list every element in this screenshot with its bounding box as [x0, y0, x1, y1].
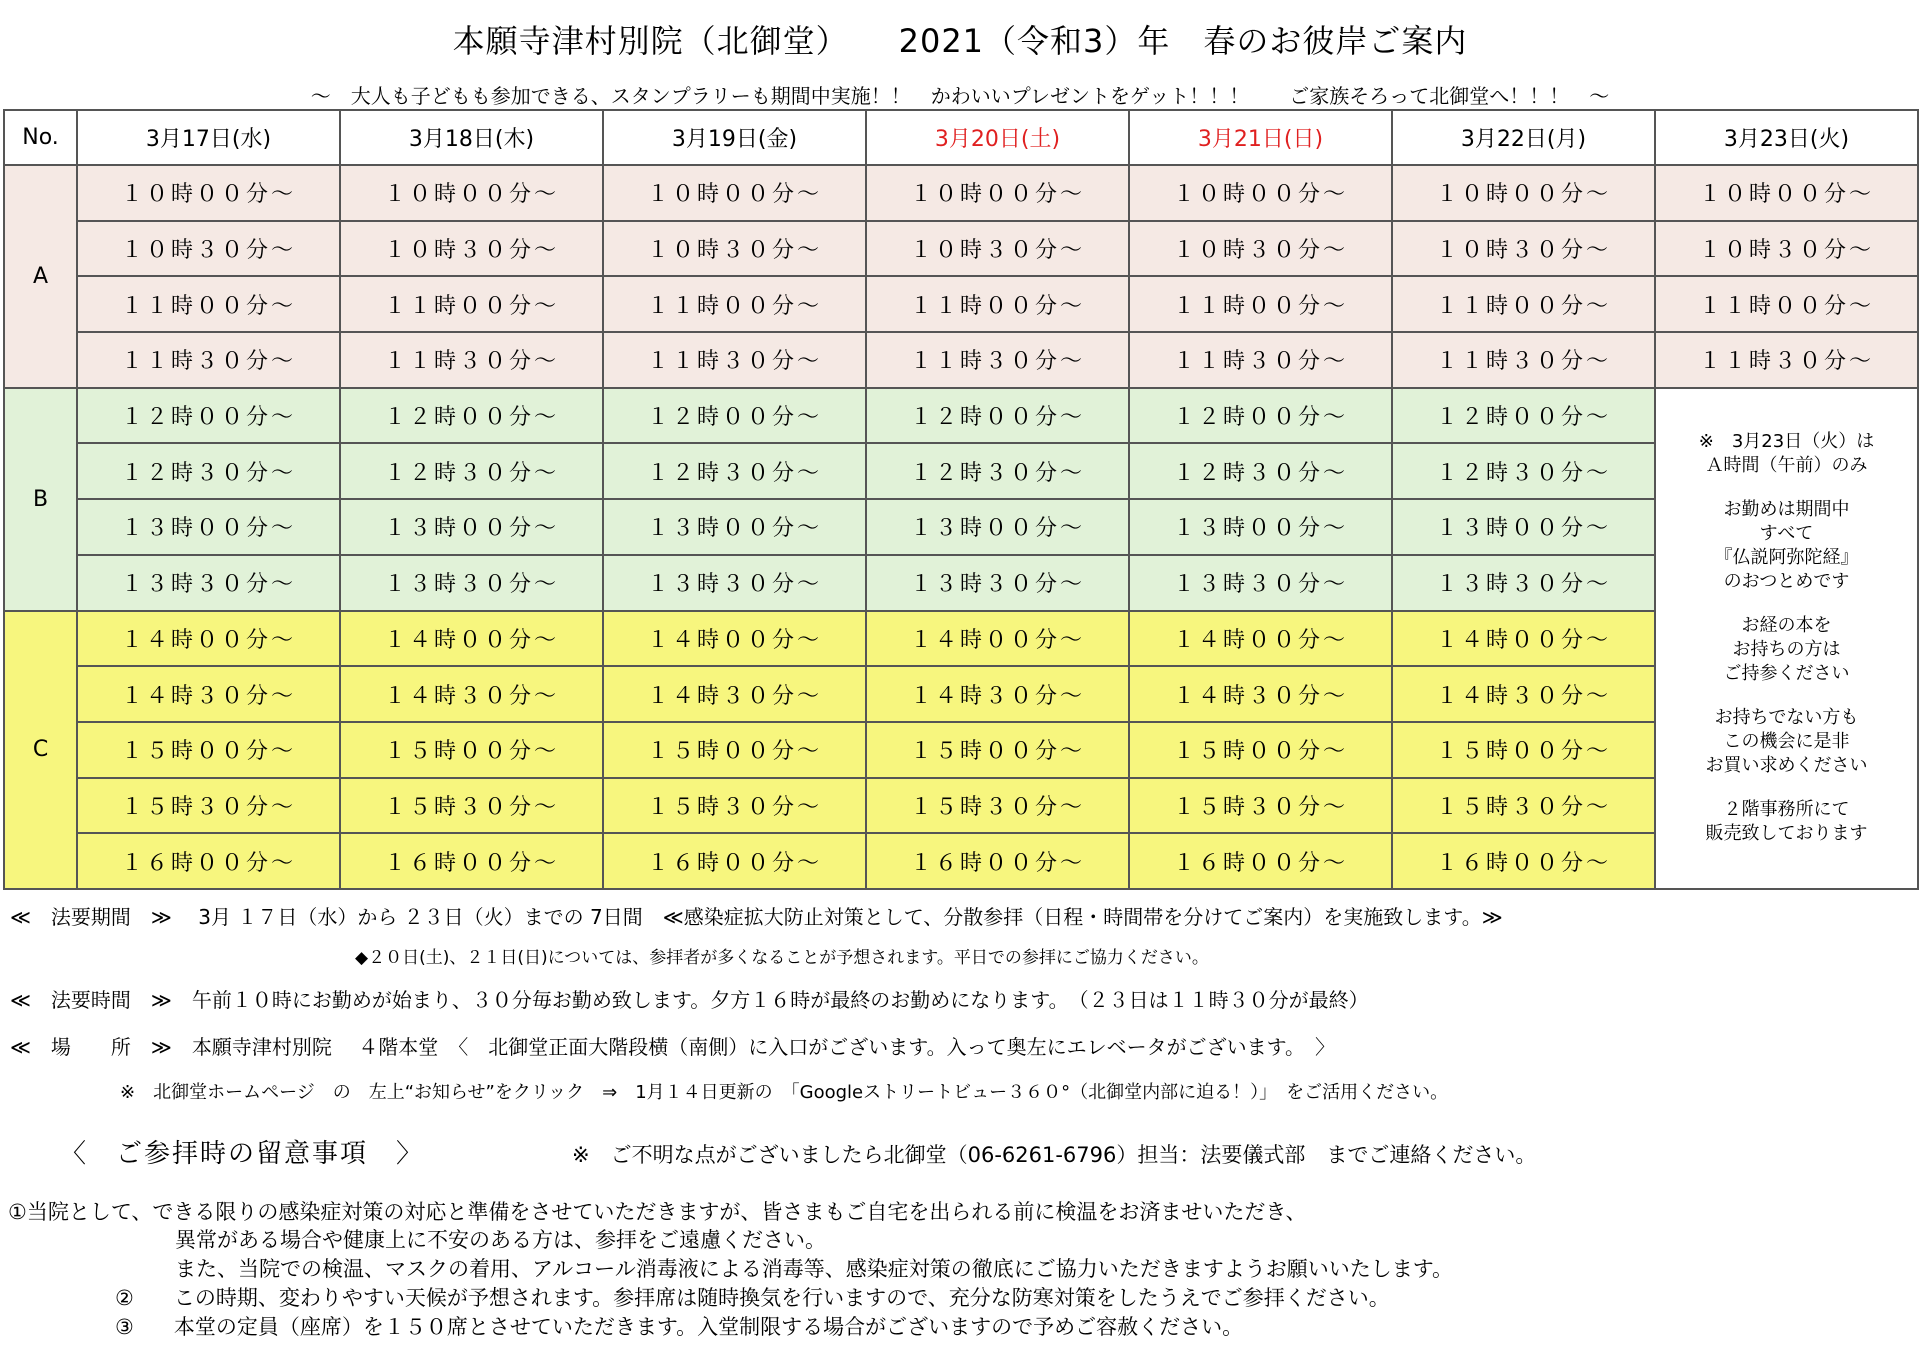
day-header: 3月19日(金) [603, 110, 866, 165]
table-row [4, 666, 1918, 722]
day-header: 3月22日(月) [1392, 110, 1655, 165]
notice-point-1-line-3: また、当院での検温、マスクの着用、アルコール消毒液による消毒等、感染症対策の徹底にご協力いただきますようお願いいたします。 [175, 1257, 1454, 1281]
note-paragraph: ※ 3月23日（火）は Ａ時間（午前）のみ [1698, 431, 1875, 477]
time-slot: １１時３０分～ [1129, 332, 1392, 388]
weekend-note: ◆２０日(土)、２１日(日)については、参拝者が多くなることが予想されます。平日での参拝にご協力ください。 [355, 948, 1209, 968]
time-slot: １５時００分～ [1392, 722, 1655, 778]
time-slot: １３時００分～ [77, 499, 340, 555]
time-slot: １２時３０分～ [340, 443, 603, 499]
time-slot: １２時３０分～ [603, 443, 866, 499]
time-slot: １０時００分～ [77, 165, 340, 221]
time-slot: １４時００分～ [1129, 611, 1392, 667]
note-paragraph: お勤めは期間中 すべて 『仏説阿弥陀経』 のおつとめです [1714, 499, 1859, 593]
table-row [4, 165, 1918, 221]
time-slot: １４時３０分～ [77, 666, 340, 722]
time-slot: １４時００分～ [340, 611, 603, 667]
time-slot: １２時００分～ [866, 388, 1129, 444]
time-slot: １４時３０分～ [340, 666, 603, 722]
time-slot: １５時３０分～ [77, 778, 340, 834]
time-slot: １０時３０分～ [1392, 221, 1655, 277]
table-row [4, 555, 1918, 611]
time-slot: １５時００分～ [1129, 722, 1392, 778]
time-slot: １３時３０分～ [866, 555, 1129, 611]
time-slot: １５時００分～ [77, 722, 340, 778]
time-slot: １５時３０分～ [1129, 778, 1392, 834]
time-slot: １４時００分～ [77, 611, 340, 667]
schedule-table [3, 109, 1919, 890]
day-header: 3月17日(水) [77, 110, 340, 165]
time-slot: １０時００分～ [1392, 165, 1655, 221]
time-slot: １１時３０分～ [1392, 332, 1655, 388]
notice-point-3 [115, 1311, 1243, 1341]
time-slot: １１時００分～ [1129, 276, 1392, 332]
time-slot: １２時００分～ [603, 388, 866, 444]
point-text: この時期、変わりやすい天候が予想されます。参拝席は随時換気を行いますので、充分な防寒対策をしたうえでご参拝ください。 [173, 1286, 1390, 1310]
time-slot: １３時３０分～ [603, 555, 866, 611]
time-slot: １０時００分～ [1129, 165, 1392, 221]
time-slot: １３時３０分～ [77, 555, 340, 611]
time-slot: １２時３０分～ [1129, 443, 1392, 499]
time-slot: １６時００分～ [340, 833, 603, 889]
time-slot: １２時００分～ [77, 388, 340, 444]
time-slot: １４時３０分～ [603, 666, 866, 722]
time-slot: １６時００分～ [603, 833, 866, 889]
time-slot: １５時３０分～ [866, 778, 1129, 834]
table-row [4, 778, 1918, 834]
time-slot: １６時００分～ [1392, 833, 1655, 889]
time-slot: １４時３０分～ [1129, 666, 1392, 722]
contact-info: ※ ご不明な点がございましたら北御堂（06-6261-6796）担当：法要儀式部 までご連絡ください。 [572, 1143, 1537, 1167]
time-slot: １１時３０分～ [866, 332, 1129, 388]
notice-point-1: ①当院として、できる限りの感染症対策の対応と準備をさせていただきますが、皆さまもご自宅を出られる前に検温をお済ませいただき、 [8, 1200, 1307, 1224]
time-slot: １５時００分～ [340, 722, 603, 778]
time-slot: １１時３０分～ [1655, 332, 1918, 388]
table-row [4, 499, 1918, 555]
time-info: ≪ 法要時間 ≫ 午前１０時にお勤めが始まり、３０分毎お勤め致します。夕方１６時が最終のお勤めになります。 （２３日は１１時３０分が最終） [10, 988, 1369, 1012]
time-slot: １５時３０分～ [603, 778, 866, 834]
time-slot: １１時００分～ [1655, 276, 1918, 332]
time-slot: １２時００分～ [1392, 388, 1655, 444]
day-header: 3月21日(日) [1129, 110, 1392, 165]
time-slot: １０時３０分～ [1655, 221, 1918, 277]
time-slot: １２時００分～ [1129, 388, 1392, 444]
time-slot: １０時００分～ [866, 165, 1129, 221]
point-number: ③ [115, 1315, 134, 1339]
time-slot: １６時００分～ [866, 833, 1129, 889]
time-slot: １４時３０分～ [1392, 666, 1655, 722]
homepage-info: ※ 北御堂ホームページ の 左上“お知らせ”をクリック ⇒ 1月１４日更新の 「Googleストリートビュー３６０°（北御堂内部に迫る！）」 をご活用ください。 [120, 1082, 1449, 1103]
notice-point-2 [115, 1282, 1390, 1312]
table-row [4, 332, 1918, 388]
group-label: C [4, 611, 77, 889]
time-slot: １１時００分～ [340, 276, 603, 332]
time-slot: １１時００分～ [77, 276, 340, 332]
time-slot: １１時００分～ [603, 276, 866, 332]
table-row [4, 611, 1918, 667]
note-paragraph: お持ちでない方も この機会に是非 お買い求めください [1705, 707, 1868, 777]
place-info: ≪ 場 所 ≫ 本願寺津村別院 ４階本堂 〈 北御堂正面大階段横（南側）に入口がございます。入って奥左にエレベータがございます。 〉 [10, 1035, 1336, 1059]
note-paragraph: お経の本を お持ちの方は ご持参ください [1723, 615, 1850, 685]
no-header: No. [4, 110, 77, 165]
table-row [4, 276, 1918, 332]
time-slot: １４時３０分～ [866, 666, 1129, 722]
time-slot: １０時００分～ [1655, 165, 1918, 221]
time-slot: １０時３０分～ [1129, 221, 1392, 277]
notice-point-1-line-2: 異常がある場合や健康上に不安のある方は、参拝をご遠慮ください。 [175, 1228, 826, 1252]
table-row [4, 388, 1918, 444]
time-slot: １０時３０分～ [77, 221, 340, 277]
time-slot: １３時００分～ [866, 499, 1129, 555]
table-row [4, 833, 1918, 889]
time-slot: １３時００分～ [1392, 499, 1655, 555]
time-slot: １５時３０分～ [1392, 778, 1655, 834]
time-slot: １３時３０分～ [1129, 555, 1392, 611]
day-header: 3月18日(木) [340, 110, 603, 165]
table-row [4, 443, 1918, 499]
time-slot: １１時００分～ [866, 276, 1129, 332]
time-slot: １６時００分～ [77, 833, 340, 889]
time-slot: １３時００分～ [340, 499, 603, 555]
time-slot: １２時３０分～ [1392, 443, 1655, 499]
day-header: 3月20日(土) [866, 110, 1129, 165]
note-cell [1655, 388, 1918, 889]
time-slot: １２時３０分～ [77, 443, 340, 499]
note-paragraph: ２階事務所にて 販売致しております [1705, 799, 1868, 845]
time-slot: １３時３０分～ [340, 555, 603, 611]
time-slot: １４時００分～ [1392, 611, 1655, 667]
time-slot: １２時３０分～ [866, 443, 1129, 499]
time-slot: １４時００分～ [866, 611, 1129, 667]
day-header: 3月23日(火) [1655, 110, 1918, 165]
time-slot: １５時００分～ [866, 722, 1129, 778]
time-slot: １０時００分～ [603, 165, 866, 221]
time-slot: １３時００分～ [603, 499, 866, 555]
group-label: A [4, 165, 77, 388]
time-slot: １１時００分～ [1392, 276, 1655, 332]
page-title: 本願寺津村別院（北御堂） 2021（令和3）年 春のお彼岸ご案内 [452, 22, 1468, 60]
time-slot: １０時３０分～ [603, 221, 866, 277]
time-slot: １５時３０分～ [340, 778, 603, 834]
time-slot: １１時３０分～ [603, 332, 866, 388]
table-row [4, 722, 1918, 778]
time-slot: １４時００分～ [603, 611, 866, 667]
notice-heading: 〈 ご参拝時の留意事項 〉 [60, 1139, 425, 1169]
time-slot: １０時３０分～ [340, 221, 603, 277]
time-slot: １２時００分～ [340, 388, 603, 444]
point-number: ② [115, 1286, 134, 1310]
subtitle: ～ 大人も子どもも参加できる、スタンプラリーも期間中実施！！ かわいいプレゼントをゲット！！！ ご家族そろって北御堂へ！！！ ～ [310, 84, 1610, 108]
time-slot: １６時００分～ [1129, 833, 1392, 889]
time-slot: １３時００分～ [1129, 499, 1392, 555]
time-slot: １１時３０分～ [340, 332, 603, 388]
time-slot: １１時３０分～ [77, 332, 340, 388]
time-slot: １０時００分～ [340, 165, 603, 221]
period-info: ≪ 法要期間 ≫ 3月 １７日（水）から ２３日（火）までの 7日間 ≪感染症拡大防止対策として、分散参拝（日程・時間帯を分けてご案内）を実施致します。≫ [10, 905, 1503, 929]
header-row [4, 110, 1918, 165]
table-row [4, 221, 1918, 277]
time-slot: １０時３０分～ [866, 221, 1129, 277]
time-slot: １５時００分～ [603, 722, 866, 778]
group-label: B [4, 388, 77, 611]
time-slot: １３時３０分～ [1392, 555, 1655, 611]
point-text: 本堂の定員（座席）を１５０席とさせていただきます。入堂制限する場合がございますので予めご容赦ください。 [173, 1315, 1244, 1339]
